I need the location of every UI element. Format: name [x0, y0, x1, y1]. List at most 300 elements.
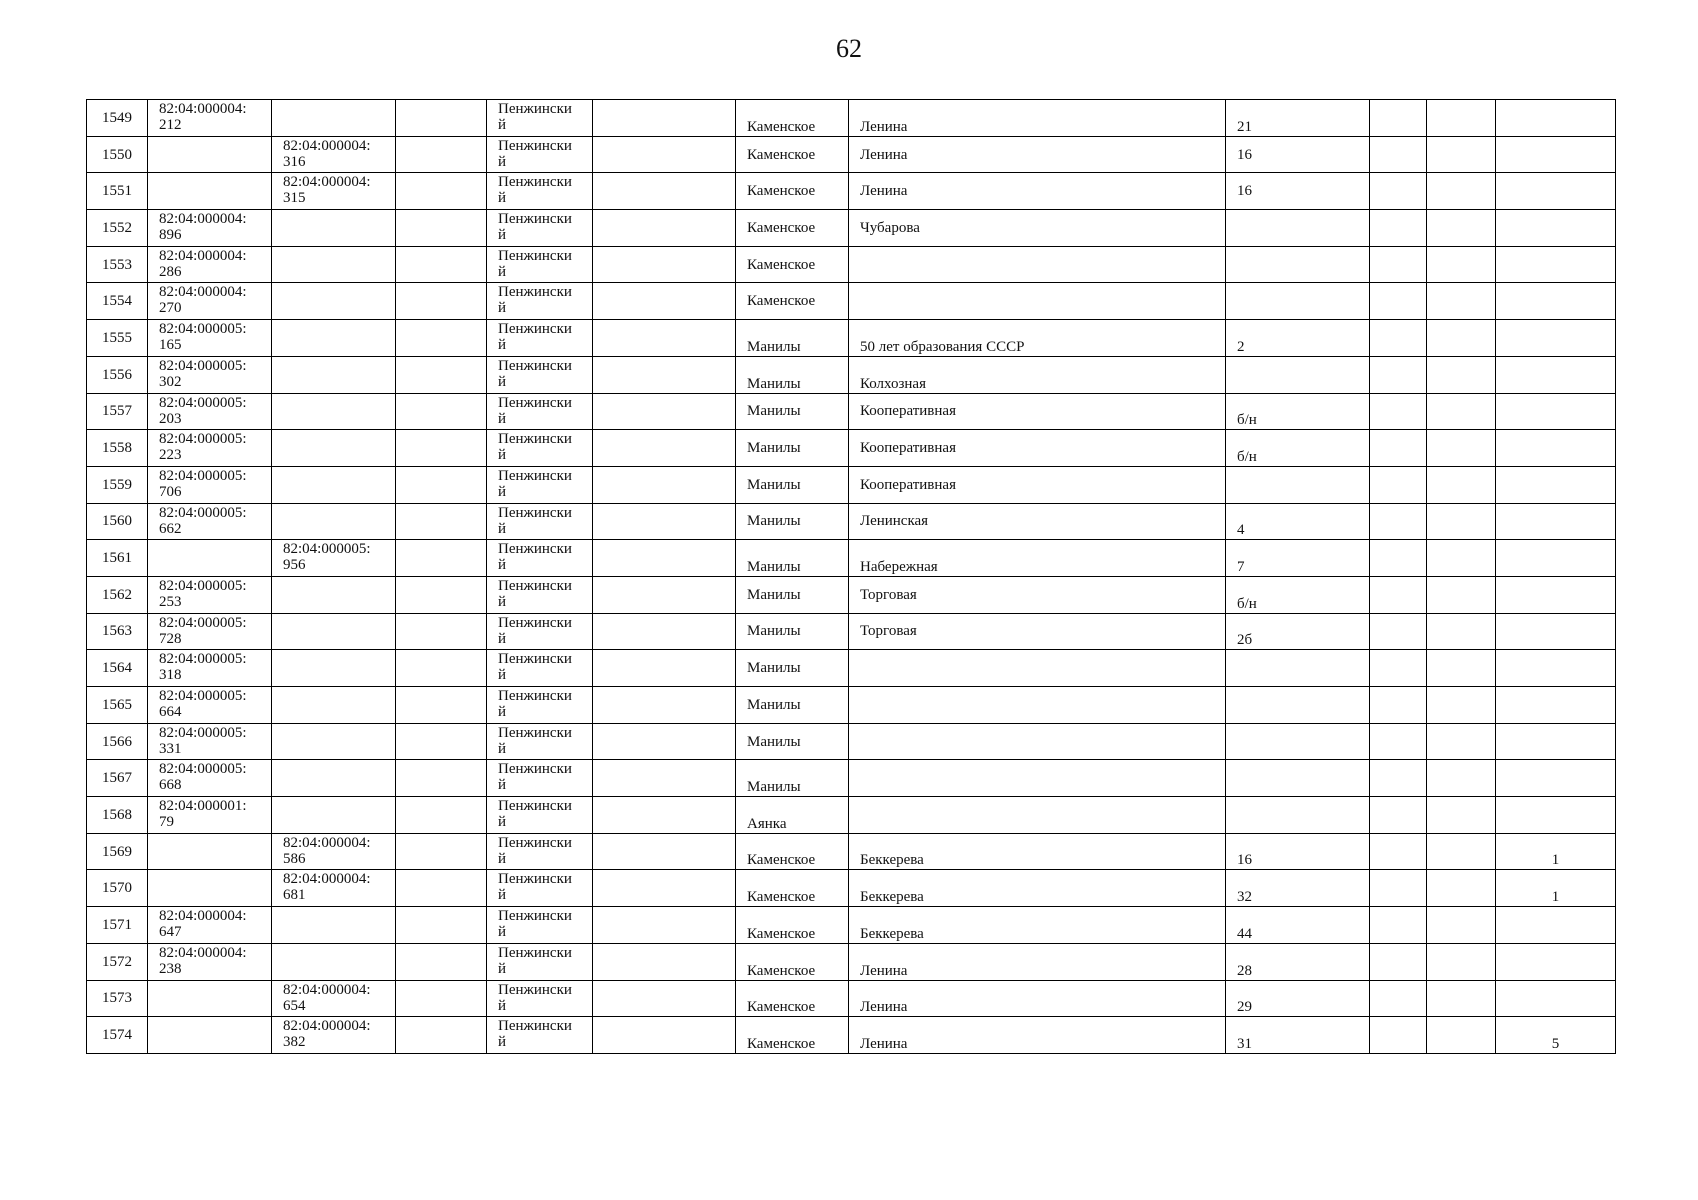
empty-cell: [396, 356, 487, 393]
row-number-cell: 1555: [87, 320, 148, 357]
empty-cell: [593, 136, 736, 173]
empty-cell: [396, 320, 487, 357]
district-cell: Пенжински й: [487, 210, 593, 247]
cadastral-number-cell: 82:04:000004: 286: [148, 246, 272, 283]
row-number-cell: 1569: [87, 833, 148, 870]
cadastral-number-cell: 82:04:000004: 238: [148, 943, 272, 980]
house-number-cell: 29: [1226, 980, 1370, 1017]
empty-cell: [396, 687, 487, 724]
street-cell: Ленина: [849, 943, 1226, 980]
empty-cell: [593, 687, 736, 724]
house-number-cell: 4: [1226, 503, 1370, 540]
empty-cell: [1370, 430, 1427, 467]
table-row: [87, 503, 1616, 540]
row-number-cell: 1550: [87, 136, 148, 173]
empty-cell: [396, 797, 487, 834]
empty-cell: [593, 210, 736, 247]
cadastral-number-alt-cell: [272, 356, 396, 393]
apartment-number-cell: [1496, 687, 1616, 724]
house-number-cell: 16: [1226, 173, 1370, 210]
street-cell: Ленина: [849, 1017, 1226, 1054]
table-row: [87, 210, 1616, 247]
apartment-number-cell: [1496, 393, 1616, 430]
cadastral-number-alt-cell: 82:04:000005: 956: [272, 540, 396, 577]
empty-cell: [593, 870, 736, 907]
house-number-cell: [1226, 356, 1370, 393]
apartment-number-cell: [1496, 980, 1616, 1017]
empty-cell: [593, 980, 736, 1017]
house-number-cell: 2: [1226, 320, 1370, 357]
empty-cell: [396, 576, 487, 613]
cadastral-number-alt-cell: [272, 760, 396, 797]
register-table: [86, 99, 1616, 1054]
cadastral-number-cell: 82:04:000005: 302: [148, 356, 272, 393]
row-number-cell: 1549: [87, 100, 148, 137]
table-row: [87, 833, 1616, 870]
empty-cell: [1370, 613, 1427, 650]
street-cell: [849, 723, 1226, 760]
apartment-number-cell: [1496, 613, 1616, 650]
empty-cell: [396, 503, 487, 540]
cadastral-number-alt-cell: [272, 503, 396, 540]
cadastral-number-alt-cell: 82:04:000004: 654: [272, 980, 396, 1017]
row-number-cell: 1559: [87, 466, 148, 503]
table-row: [87, 320, 1616, 357]
cadastral-number-alt-cell: [272, 430, 396, 467]
table-row: [87, 173, 1616, 210]
table-row: [87, 393, 1616, 430]
cadastral-number-cell: 82:04:000005: 223: [148, 430, 272, 467]
locality-cell: Манилы: [736, 430, 849, 467]
empty-cell: [1370, 283, 1427, 320]
table-row: [87, 980, 1616, 1017]
table-row: [87, 760, 1616, 797]
cadastral-number-cell: 82:04:000004: 896: [148, 210, 272, 247]
cadastral-number-alt-cell: [272, 943, 396, 980]
table-row: [87, 1017, 1616, 1054]
row-number-cell: 1554: [87, 283, 148, 320]
street-cell: Кооперативная: [849, 393, 1226, 430]
district-cell: Пенжински й: [487, 943, 593, 980]
empty-cell: [396, 283, 487, 320]
table-row: [87, 283, 1616, 320]
empty-cell: [396, 907, 487, 944]
street-cell: Ленинская: [849, 503, 1226, 540]
row-number-cell: 1568: [87, 797, 148, 834]
cadastral-number-cell: [148, 136, 272, 173]
table-body: [87, 100, 1616, 1054]
apartment-number-cell: 1: [1496, 833, 1616, 870]
locality-cell: Манилы: [736, 687, 849, 724]
locality-cell: Каменское: [736, 833, 849, 870]
row-number-cell: 1557: [87, 393, 148, 430]
empty-cell: [1427, 760, 1496, 797]
empty-cell: [1370, 833, 1427, 870]
street-cell: Беккерева: [849, 833, 1226, 870]
cadastral-number-alt-cell: [272, 907, 396, 944]
empty-cell: [1370, 943, 1427, 980]
empty-cell: [593, 760, 736, 797]
apartment-number-cell: [1496, 210, 1616, 247]
empty-cell: [1427, 797, 1496, 834]
street-cell: Набережная: [849, 540, 1226, 577]
empty-cell: [396, 540, 487, 577]
table-row: [87, 100, 1616, 137]
district-cell: Пенжински й: [487, 173, 593, 210]
cadastral-number-cell: 82:04:000005: 664: [148, 687, 272, 724]
apartment-number-cell: [1496, 723, 1616, 760]
empty-cell: [1427, 907, 1496, 944]
apartment-number-cell: [1496, 650, 1616, 687]
empty-cell: [593, 466, 736, 503]
row-number-cell: 1561: [87, 540, 148, 577]
empty-cell: [1370, 466, 1427, 503]
apartment-number-cell: [1496, 503, 1616, 540]
cadastral-number-cell: [148, 1017, 272, 1054]
street-cell: [849, 797, 1226, 834]
empty-cell: [1427, 430, 1496, 467]
house-number-cell: 2б: [1226, 613, 1370, 650]
empty-cell: [396, 870, 487, 907]
district-cell: Пенжински й: [487, 320, 593, 357]
cadastral-number-cell: [148, 980, 272, 1017]
empty-cell: [396, 943, 487, 980]
empty-cell: [1427, 320, 1496, 357]
empty-cell: [396, 723, 487, 760]
empty-cell: [593, 833, 736, 870]
locality-cell: Каменское: [736, 870, 849, 907]
empty-cell: [396, 430, 487, 467]
empty-cell: [396, 466, 487, 503]
house-number-cell: 21: [1226, 100, 1370, 137]
locality-cell: Каменское: [736, 136, 849, 173]
cadastral-number-alt-cell: 82:04:000004: 382: [272, 1017, 396, 1054]
district-cell: Пенжински й: [487, 466, 593, 503]
table-row: [87, 907, 1616, 944]
empty-cell: [396, 650, 487, 687]
empty-cell: [1370, 576, 1427, 613]
cadastral-number-alt-cell: [272, 320, 396, 357]
house-number-cell: б/н: [1226, 576, 1370, 613]
street-cell: Чубарова: [849, 210, 1226, 247]
street-cell: [849, 650, 1226, 687]
empty-cell: [1370, 503, 1427, 540]
empty-cell: [396, 246, 487, 283]
district-cell: Пенжински й: [487, 833, 593, 870]
locality-cell: Каменское: [736, 907, 849, 944]
street-cell: Ленина: [849, 100, 1226, 137]
house-number-cell: 32: [1226, 870, 1370, 907]
cadastral-number-alt-cell: [272, 393, 396, 430]
locality-cell: Каменское: [736, 943, 849, 980]
district-cell: Пенжински й: [487, 356, 593, 393]
empty-cell: [1427, 980, 1496, 1017]
locality-cell: Аянка: [736, 797, 849, 834]
house-number-cell: 16: [1226, 136, 1370, 173]
apartment-number-cell: 1: [1496, 870, 1616, 907]
apartment-number-cell: [1496, 797, 1616, 834]
table-row: [87, 797, 1616, 834]
district-cell: Пенжински й: [487, 980, 593, 1017]
empty-cell: [1427, 173, 1496, 210]
house-number-cell: [1226, 283, 1370, 320]
cadastral-number-cell: 82:04:000004: 647: [148, 907, 272, 944]
empty-cell: [1427, 687, 1496, 724]
house-number-cell: [1226, 650, 1370, 687]
empty-cell: [1427, 393, 1496, 430]
locality-cell: Каменское: [736, 173, 849, 210]
empty-cell: [593, 430, 736, 467]
empty-cell: [1370, 540, 1427, 577]
district-cell: Пенжински й: [487, 503, 593, 540]
empty-cell: [1427, 100, 1496, 137]
empty-cell: [396, 980, 487, 1017]
empty-cell: [1370, 907, 1427, 944]
empty-cell: [1370, 1017, 1427, 1054]
empty-cell: [1427, 283, 1496, 320]
empty-cell: [593, 943, 736, 980]
empty-cell: [1370, 687, 1427, 724]
empty-cell: [593, 173, 736, 210]
table-row: [87, 356, 1616, 393]
cadastral-number-alt-cell: 82:04:000004: 681: [272, 870, 396, 907]
empty-cell: [1427, 503, 1496, 540]
house-number-cell: 7: [1226, 540, 1370, 577]
house-number-cell: [1226, 797, 1370, 834]
cadastral-number-cell: [148, 173, 272, 210]
table-row: [87, 466, 1616, 503]
apartment-number-cell: [1496, 100, 1616, 137]
street-cell: Ленина: [849, 136, 1226, 173]
street-cell: Торговая: [849, 613, 1226, 650]
empty-cell: [1427, 210, 1496, 247]
apartment-number-cell: [1496, 283, 1616, 320]
district-cell: Пенжински й: [487, 613, 593, 650]
street-cell: Ленина: [849, 980, 1226, 1017]
empty-cell: [396, 760, 487, 797]
cadastral-number-alt-cell: [272, 100, 396, 137]
district-cell: Пенжински й: [487, 650, 593, 687]
empty-cell: [593, 283, 736, 320]
empty-cell: [1427, 613, 1496, 650]
row-number-cell: 1574: [87, 1017, 148, 1054]
empty-cell: [396, 1017, 487, 1054]
street-cell: Торговая: [849, 576, 1226, 613]
cadastral-number-alt-cell: [272, 466, 396, 503]
district-cell: Пенжински й: [487, 246, 593, 283]
row-number-cell: 1571: [87, 907, 148, 944]
empty-cell: [1427, 870, 1496, 907]
table-row: [87, 136, 1616, 173]
cadastral-number-alt-cell: [272, 283, 396, 320]
house-number-cell: [1226, 466, 1370, 503]
apartment-number-cell: [1496, 466, 1616, 503]
empty-cell: [593, 320, 736, 357]
street-cell: [849, 687, 1226, 724]
empty-cell: [593, 797, 736, 834]
house-number-cell: 16: [1226, 833, 1370, 870]
district-cell: Пенжински й: [487, 430, 593, 467]
street-cell: Беккерева: [849, 870, 1226, 907]
street-cell: Колхозная: [849, 356, 1226, 393]
page-number: 62: [836, 34, 862, 63]
house-number-cell: [1226, 760, 1370, 797]
street-cell: Ленина: [849, 173, 1226, 210]
empty-cell: [1370, 136, 1427, 173]
district-cell: Пенжински й: [487, 576, 593, 613]
cadastral-number-cell: 82:04:000005: 668: [148, 760, 272, 797]
table-row: [87, 687, 1616, 724]
empty-cell: [593, 576, 736, 613]
empty-cell: [396, 173, 487, 210]
locality-cell: Манилы: [736, 393, 849, 430]
apartment-number-cell: [1496, 356, 1616, 393]
locality-cell: Каменское: [736, 283, 849, 320]
empty-cell: [1370, 356, 1427, 393]
empty-cell: [396, 393, 487, 430]
locality-cell: Каменское: [736, 100, 849, 137]
row-number-cell: 1570: [87, 870, 148, 907]
empty-cell: [1427, 650, 1496, 687]
apartment-number-cell: [1496, 943, 1616, 980]
street-cell: [849, 283, 1226, 320]
empty-cell: [593, 100, 736, 137]
cadastral-number-cell: 82:04:000001: 79: [148, 797, 272, 834]
empty-cell: [593, 393, 736, 430]
row-number-cell: 1573: [87, 980, 148, 1017]
table-row: [87, 246, 1616, 283]
table-row: [87, 723, 1616, 760]
locality-cell: Каменское: [736, 210, 849, 247]
apartment-number-cell: 5: [1496, 1017, 1616, 1054]
empty-cell: [396, 833, 487, 870]
cadastral-number-alt-cell: [272, 613, 396, 650]
empty-cell: [1427, 466, 1496, 503]
row-number-cell: 1563: [87, 613, 148, 650]
locality-cell: Манилы: [736, 466, 849, 503]
cadastral-number-cell: [148, 833, 272, 870]
house-number-cell: б/н: [1226, 393, 1370, 430]
empty-cell: [593, 540, 736, 577]
apartment-number-cell: [1496, 136, 1616, 173]
cadastral-number-cell: 82:04:000005: 165: [148, 320, 272, 357]
empty-cell: [1427, 356, 1496, 393]
cadastral-number-cell: 82:04:000005: 203: [148, 393, 272, 430]
empty-cell: [1370, 980, 1427, 1017]
empty-cell: [1370, 650, 1427, 687]
house-number-cell: 31: [1226, 1017, 1370, 1054]
cadastral-number-cell: 82:04:000004: 270: [148, 283, 272, 320]
empty-cell: [1370, 393, 1427, 430]
house-number-cell: б/н: [1226, 430, 1370, 467]
street-cell: [849, 760, 1226, 797]
empty-cell: [593, 246, 736, 283]
cadastral-number-cell: 82:04:000005: 728: [148, 613, 272, 650]
row-number-cell: 1558: [87, 430, 148, 467]
empty-cell: [1370, 320, 1427, 357]
cadastral-number-cell: 82:04:000005: 331: [148, 723, 272, 760]
apartment-number-cell: [1496, 430, 1616, 467]
empty-cell: [593, 1017, 736, 1054]
cadastral-number-cell: [148, 870, 272, 907]
cadastral-number-cell: 82:04:000005: 253: [148, 576, 272, 613]
house-number-cell: [1226, 246, 1370, 283]
cadastral-number-alt-cell: [272, 687, 396, 724]
cadastral-number-alt-cell: [272, 797, 396, 834]
empty-cell: [1427, 246, 1496, 283]
locality-cell: Манилы: [736, 503, 849, 540]
empty-cell: [1370, 723, 1427, 760]
district-cell: Пенжински й: [487, 687, 593, 724]
empty-cell: [1370, 870, 1427, 907]
locality-cell: Манилы: [736, 650, 849, 687]
street-cell: Кооперативная: [849, 466, 1226, 503]
district-cell: Пенжински й: [487, 870, 593, 907]
district-cell: Пенжински й: [487, 797, 593, 834]
district-cell: Пенжински й: [487, 540, 593, 577]
apartment-number-cell: [1496, 540, 1616, 577]
apartment-number-cell: [1496, 760, 1616, 797]
house-number-cell: [1226, 687, 1370, 724]
locality-cell: Манилы: [736, 613, 849, 650]
row-number-cell: 1560: [87, 503, 148, 540]
row-number-cell: 1562: [87, 576, 148, 613]
empty-cell: [593, 356, 736, 393]
empty-cell: [396, 210, 487, 247]
apartment-number-cell: [1496, 576, 1616, 613]
empty-cell: [593, 613, 736, 650]
empty-cell: [396, 136, 487, 173]
street-cell: 50 лет образования СССР: [849, 320, 1226, 357]
empty-cell: [1427, 1017, 1496, 1054]
cadastral-number-cell: 82:04:000005: 318: [148, 650, 272, 687]
cadastral-number-alt-cell: 82:04:000004: 316: [272, 136, 396, 173]
locality-cell: Каменское: [736, 1017, 849, 1054]
locality-cell: Манилы: [736, 723, 849, 760]
street-cell: Кооперативная: [849, 430, 1226, 467]
cadastral-number-alt-cell: [272, 246, 396, 283]
street-cell: [849, 246, 1226, 283]
row-number-cell: 1553: [87, 246, 148, 283]
empty-cell: [593, 723, 736, 760]
table-row: [87, 870, 1616, 907]
table-row: [87, 540, 1616, 577]
row-number-cell: 1567: [87, 760, 148, 797]
district-cell: Пенжински й: [487, 907, 593, 944]
cadastral-number-alt-cell: [272, 723, 396, 760]
locality-cell: Манилы: [736, 576, 849, 613]
empty-cell: [1370, 173, 1427, 210]
empty-cell: [396, 613, 487, 650]
cadastral-number-cell: 82:04:000005: 662: [148, 503, 272, 540]
apartment-number-cell: [1496, 320, 1616, 357]
cadastral-number-alt-cell: 82:04:000004: 586: [272, 833, 396, 870]
street-cell: Беккерева: [849, 907, 1226, 944]
house-number-cell: 44: [1226, 907, 1370, 944]
empty-cell: [1427, 136, 1496, 173]
empty-cell: [593, 650, 736, 687]
table-row: [87, 943, 1616, 980]
table-row: [87, 613, 1616, 650]
district-cell: Пенжински й: [487, 760, 593, 797]
empty-cell: [1427, 723, 1496, 760]
table-row: [87, 650, 1616, 687]
row-number-cell: 1552: [87, 210, 148, 247]
locality-cell: Манилы: [736, 320, 849, 357]
empty-cell: [1370, 210, 1427, 247]
house-number-cell: [1226, 723, 1370, 760]
district-cell: Пенжински й: [487, 393, 593, 430]
